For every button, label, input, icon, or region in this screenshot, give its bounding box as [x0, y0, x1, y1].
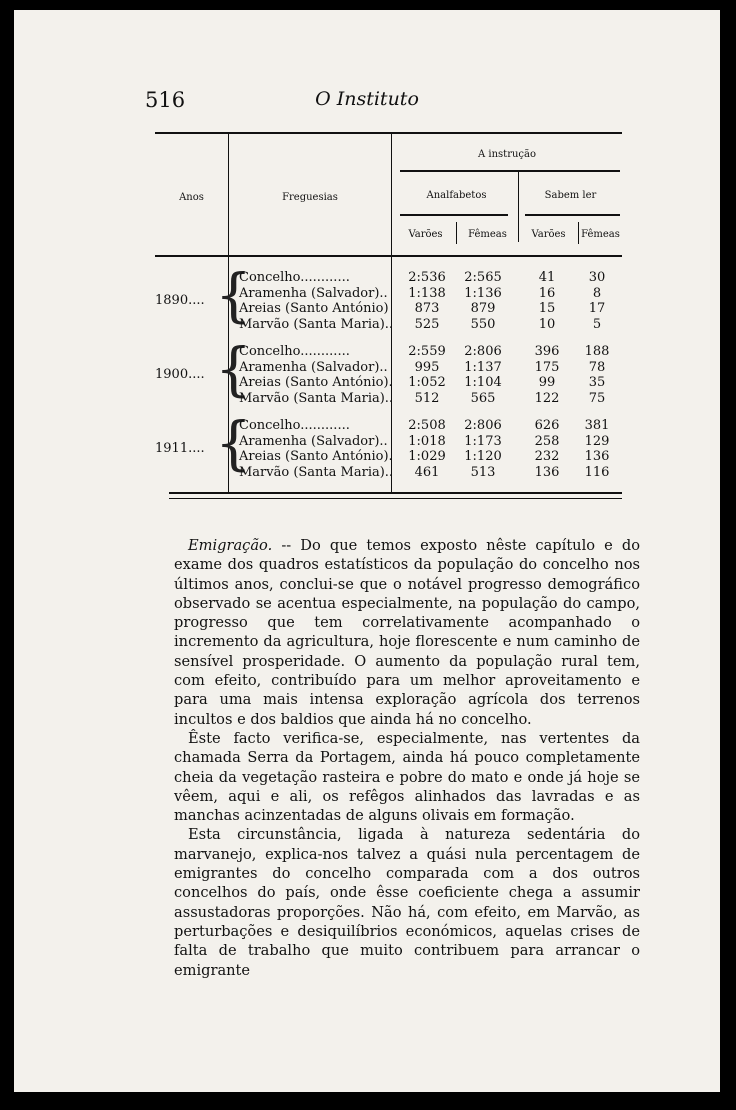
- value-cell-sl-f: 188: [584, 344, 610, 359]
- value-cell-an-v: 1:018: [408, 433, 446, 449]
- body-text: [174, 536, 640, 980]
- header-anos: Anos: [179, 192, 204, 203]
- table-top-rule: [155, 132, 622, 134]
- value-cell-an-f: 2:806: [464, 418, 502, 433]
- header-an-varoes: Varões: [408, 229, 443, 240]
- value-cell-an-f: 1:137: [464, 359, 502, 375]
- header-instrucao: A instrução: [478, 149, 536, 160]
- freguesia-cell: Marvão (Santa Maria)..: [239, 390, 394, 406]
- header-freguesias: Freguesias: [282, 192, 338, 203]
- freguesia-cell: Aramenha (Salvador)..: [239, 433, 388, 449]
- freguesia-cell: Areias (Santo António).: [239, 449, 393, 464]
- value-cell-sl-f: 129: [584, 433, 610, 449]
- value-cell-an-f: 550: [470, 316, 496, 332]
- value-cell-an-f: 1:173: [464, 433, 502, 449]
- analfabetos-rule: [400, 214, 508, 216]
- value-cell-sl-f: 30: [588, 270, 606, 285]
- value-cell-an-f: 513: [470, 464, 496, 480]
- page-number: 516: [145, 88, 186, 112]
- value-cell-an-v: 525: [414, 316, 440, 332]
- value-cell-sl-v: 16: [538, 285, 556, 301]
- group-rule: [400, 170, 620, 172]
- value-cell-an-f: 1:104: [464, 375, 502, 390]
- value-cell-an-v: 461: [414, 464, 440, 480]
- value-cell-an-f: 1:136: [464, 285, 502, 301]
- header-an-femeas: Fêmeas: [468, 229, 507, 240]
- value-cell-sl-v: 99: [538, 375, 556, 390]
- sabem-ler-rule: [525, 214, 620, 216]
- value-cell-an-v: 512: [414, 390, 440, 406]
- value-cell-an-f: 565: [470, 390, 496, 406]
- running-title: O Instituto: [315, 88, 419, 110]
- value-cell-an-f: 879: [470, 301, 496, 316]
- section-heading-emigracao: Emigração.: [188, 537, 273, 554]
- paragraph-2: Êste facto verifica-se, especialmente, nas vertentes da chamada Serra da Portagem, ainda há pouco completamente cheia da vegetação rasteira e pobre do mato e onde já hoje se vêem, aqui e ali, os refêgos alinhados das lavradas e as manchas acinzentadas de alguns olivais em formação.: [174, 729, 640, 825]
- value-cell-sl-v: 10: [538, 316, 556, 332]
- table-bottom-rule: [169, 492, 622, 494]
- value-cell-an-v: 873: [414, 301, 440, 316]
- value-cell-sl-f: 5: [592, 316, 602, 332]
- paragraph-emigracao: [174, 536, 640, 729]
- value-cell-an-v: 2:508: [408, 418, 446, 433]
- year-label: 1900....: [155, 367, 205, 383]
- value-cell-sl-f: 17: [588, 301, 606, 316]
- value-cell-sl-v: 15: [538, 301, 556, 316]
- value-cell-an-f: 2:565: [464, 270, 502, 285]
- value-cell-sl-f: 78: [588, 359, 606, 375]
- header-sl-femeas: Fêmeas: [581, 229, 620, 240]
- brace-icon: {: [215, 409, 252, 477]
- freguesia-cell: Concelho............: [239, 270, 350, 285]
- value-cell-sl-f: 75: [588, 390, 606, 406]
- value-cell-an-v: 995: [414, 359, 440, 375]
- value-cell-sl-v: 232: [534, 449, 560, 464]
- page-header: [14, 80, 720, 120]
- value-cell-an-v: 1:029: [408, 449, 446, 464]
- value-cell-an-v: 1:052: [408, 375, 446, 390]
- value-cell-an-v: 2:536: [408, 270, 446, 285]
- freguesia-cell: Marvão (Santa Maria)..: [239, 316, 394, 332]
- freguesia-cell: Concelho............: [239, 344, 350, 359]
- header-bottom-rule: [155, 255, 622, 257]
- year-label: 1890....: [155, 293, 205, 309]
- value-cell-an-v: 1:138: [408, 285, 446, 301]
- value-cell-sl-f: 116: [584, 464, 610, 480]
- freguesia-cell: Areias (Santo António).: [239, 375, 393, 390]
- value-cell-sl-v: 258: [534, 433, 560, 449]
- paragraph-1-text: -- Do que temos exposto nêste capítulo e do exame dos quadros estatísticos da população do concelho nos últimos anos, conclui-se que o notável progresso demográfico observado se acentua especialmente, na população do campo, progresso que tem correlativamente acompanhado o incremento da agricultura, hoje florescente e num caminho de sensível prosperidade. O aumento da população rural tem, com efeito, contribuído para um melhor aproveitamento e para uma mais intensa exploração agrícola dos terrenos incultos e dos baldios que ainda há no concelho.: [174, 537, 640, 728]
- header-sabem-ler: Sabem ler: [544, 190, 597, 201]
- value-cell-sl-v: 626: [534, 418, 560, 433]
- value-cell-an-f: 1:120: [464, 449, 502, 464]
- freguesia-cell: Aramenha (Salvador)..: [239, 359, 388, 375]
- value-cell-sl-v: 41: [538, 270, 556, 285]
- value-cell-sl-v: 122: [534, 390, 560, 406]
- paragraph-3: Esta circunstância, ligada à natureza sedentária do marvanejo, explica-nos talvez a quási nula percentagem de emigrantes do concelho comparada com a dos outros concelhos do país, onde êsse coeficiente chega a assumir assustadoras proporções. Não há, com efeito, em Marvão, as perturbações e desiquilíbrios económicos, aquelas crises de falta de trabalho que muito contribuem para arrancar o emigrante: [174, 826, 640, 979]
- freguesia-cell: Areias (Santo António): [239, 301, 389, 316]
- statistics-table: [155, 132, 622, 504]
- brace-icon: {: [215, 335, 252, 403]
- table-bottom-rule-2: [169, 498, 622, 499]
- value-cell-sl-v: 396: [534, 344, 560, 359]
- freguesia-cell: Concelho............: [239, 418, 350, 433]
- value-cell-an-f: 2:806: [464, 344, 502, 359]
- value-cell-sl-v: 136: [534, 464, 560, 480]
- brace-icon: {: [215, 261, 252, 329]
- value-cell-sl-f: 35: [588, 375, 606, 390]
- value-cell-sl-f: 136: [584, 449, 610, 464]
- header-sl-varoes: Varões: [531, 229, 566, 240]
- year-label: 1911....: [155, 441, 205, 457]
- value-cell-sl-f: 381: [584, 418, 610, 433]
- book-page: [14, 10, 720, 1092]
- freguesia-cell: Aramenha (Salvador)..: [239, 285, 388, 301]
- value-cell-sl-f: 8: [592, 285, 602, 301]
- header-analfabetos: Analfabetos: [426, 190, 487, 201]
- instrucao-divider: [391, 134, 392, 494]
- freguesia-cell: Marvão (Santa Maria)..: [239, 464, 394, 480]
- value-cell-an-v: 2:559: [408, 344, 446, 359]
- value-cell-sl-v: 175: [534, 359, 560, 375]
